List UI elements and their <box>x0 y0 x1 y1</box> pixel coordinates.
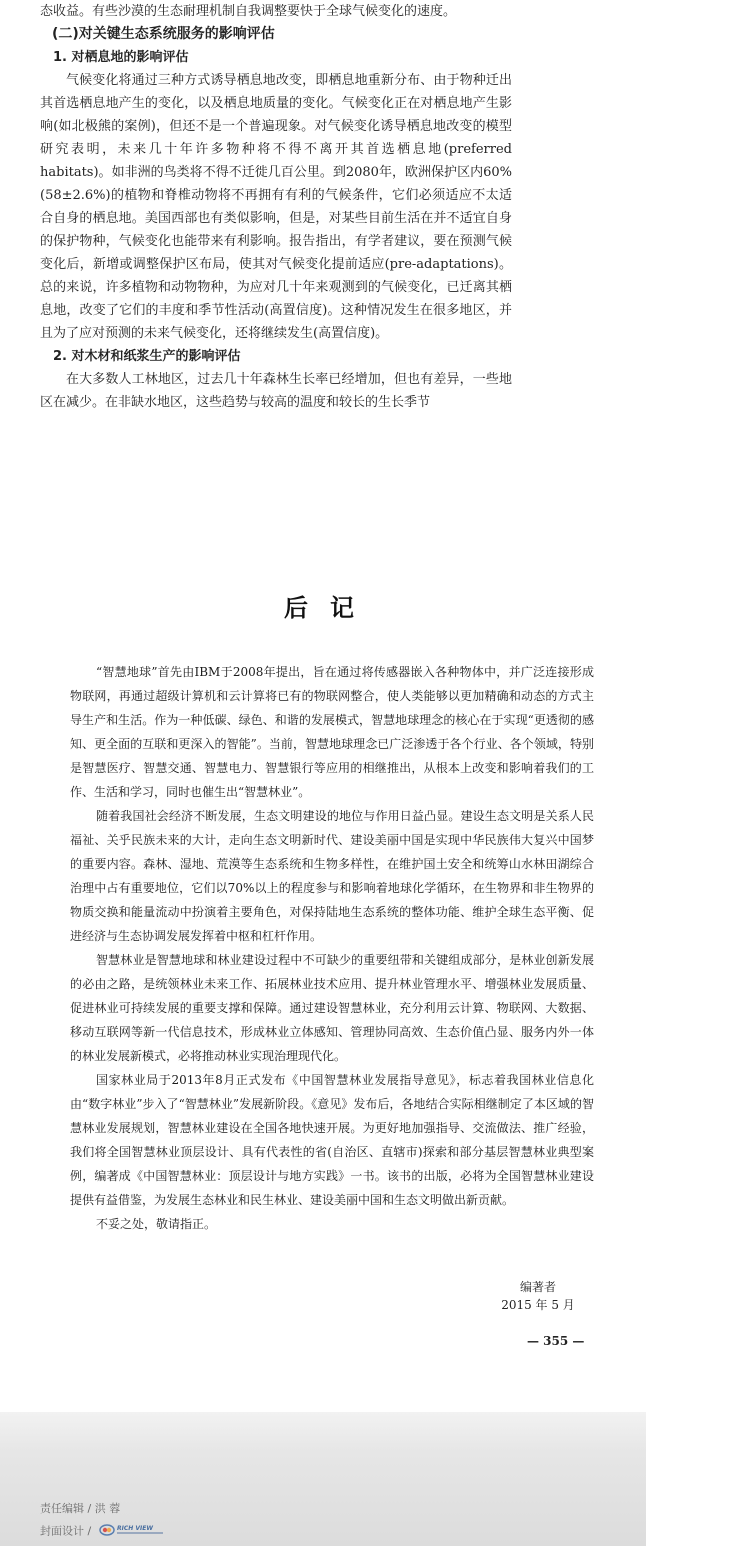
habitat-paragraph: 气候变化将通过三种方式诱导栖息地改变，即栖息地重新分布、由于物种迁出其首选栖息地产生的变化，以及栖息地质量的变化。气候变化正在对栖息地产生影响(如北极熊的案例)，但还不是一个普遍现象。对气候变化诱导栖息地改变的模型研究表明，未来几十年许多物种将不得不离开其首选栖息地(preferred habitats)。如非洲的鸟类将不得不迁徙几百公里。到2080年，欧洲保护区内60%(58±2.6%)的植物和脊椎动物将不再拥有有利的气候条件，它们必须适应不太适合自身的栖息地。美国西部也有类似影响，但是，对某些目前生活在并不适宜自身的保护物种，气候变化也能带来有利影响。报告指出，有学者建议，要在预测气候变化后，新增或调整保护区布局，使其对气候变化提前适应(pre-adaptations)。总的来说，许多植物和动物物种，为应对几十年来观测到的气候变化，已迁离其栖息地，改变了它们的丰度和季节性活动(高置信度)。这种情况发生在很多地区，并且为了应对预测的未来气候变化，还将继续发生(高置信度)。 <box>40 73 512 341</box>
carryover-line: 态收益。有些沙漠的生态耐理机制自我调整要快于全球气候变化的速度。 <box>40 4 457 19</box>
page-number: — 355 — <box>527 1334 585 1348</box>
back-cover-credits-band <box>0 1412 646 1546</box>
rich-view-logo-icon <box>99 1522 171 1541</box>
cover-credit-row <box>40 1522 171 1541</box>
date-label: 2015 年 5 月 <box>501 1298 575 1312</box>
timber-paragraph: 在大多数人工林地区，过去几十年森林生长率已经增加，但也有差异，一些地区在减少。在非缺水地区，这些趋势与较高的温度和较长的生长季节 <box>40 372 512 410</box>
afterword-body <box>70 660 594 1236</box>
afterword-paragraph: 随着我国社会经济不断发展，生态文明建设的地位与作用日益凸显。建设生态文明是关系人民福祉、关乎民族未来的大计，走向生态文明新时代、建设美丽中国是实现中华民族伟大复兴中国梦的重要内容。森林、湿地、荒漠等生态系统和生物多样性，在维护国土安全和统筹山水林田湖综合治理中占有重要地位，它们以70%以上的程度参与和影响着地球化学循环，在生物界和非生物界的物质交换和能量流动中扮演着主要角色，对保持陆地生态系统的整体功能、维护全球生态平衡、促进经济与生态协调发展发挥着中枢和杠杆作用。 <box>70 809 594 943</box>
section-heading: (二)对关键生态系统服务的影响评估 <box>52 26 275 42</box>
signature-block <box>498 1278 578 1314</box>
cover-credit: 封面设计 / <box>40 1524 92 1538</box>
subsection-heading-habitat: 1. 对栖息地的影响评估 <box>53 50 189 65</box>
editor-credit: 责任编辑 / 洪 蓉 <box>40 1502 121 1515</box>
afterword-paragraph: 智慧林业是智慧地球和林业建设过程中不可缺少的重要纽带和关键组成部分，是林业创新发展的必由之路，是统领林业未来工作、拓展林业技术应用、提升林业管理水平、增强林业发展质量、促进林业可持续发展的重要支撑和保障。通过建设智慧林业，充分利用云计算、物联网、大数据、移动互联网等新一代信息技术，形成林业立体感知、管理协同高效、生态价值凸显、服务内外一体的林业发展新模式，必将推动林业实现治理现代化。 <box>70 953 594 1063</box>
afterword-title: 后记 <box>284 593 376 622</box>
afterword-paragraph: “智慧地球”首先由IBM于2008年提出，旨在通过将传感器嵌入各种物体中，并广泛连接形成物联网，再通过超级计算机和云计算将已有的物联网整合，使人类能够以更加精确和动态的方式主导生产和生活。作为一种低碳、绿色、和谐的发展模式，智慧地球理念的核心在于实现“更透彻的感知、更全面的互联和更深入的智能”。当前，智慧地球理念已广泛渗透于各个行业、各个领域，特别是智慧医疗、智慧交通、智慧电力、智慧银行等应用的相继推出，从根本上改变和影响着我们的工作、生活和学习，同时也催生出“智慧林业”。 <box>70 665 594 799</box>
subsection-heading-timber: 2. 对木材和纸浆生产的影响评估 <box>53 349 241 364</box>
afterword-paragraph: 不妥之处，敬请指正。 <box>96 1217 217 1231</box>
previous-section-text <box>40 0 512 414</box>
author-label: 编著者 <box>519 1280 556 1294</box>
svg-text:RICH VIEW: RICH VIEW <box>116 1525 153 1532</box>
afterword-paragraph: 国家林业局于2013年8月正式发布《中国智慧林业发展指导意见》，标志着我国林业信息化由“数字林业”步入了“智慧林业”发展新阶段。《意见》发布后，各地结合实际相继制定了本区域的智慧林业发展规划，智慧林业建设在全国各地快速开展。为更好地加强指导、交流做法、推广经验，我们将全国智慧林业顶层设计、具有代表性的省(自治区、直辖市)探索和部分基层智慧林业典型案例，编著成《中国智慧林业：顶层设计与地方实践》一书。该书的出版，必将为全国智慧林业建设提供有益借鉴，为发展生态林业和民生林业、建设美丽中国和生态文明做出新贡献。 <box>70 1073 594 1207</box>
